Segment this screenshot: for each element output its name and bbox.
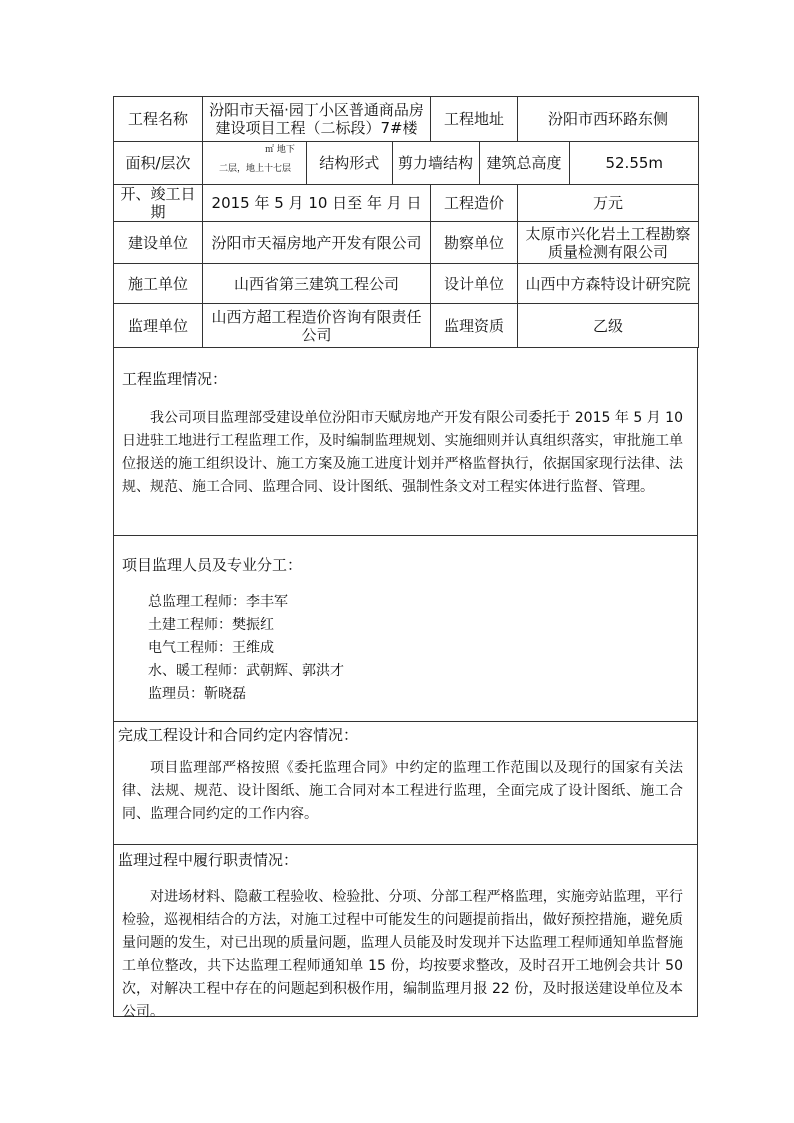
cost-label: 工程造价 (431, 185, 518, 222)
staff-list (122, 591, 683, 706)
completion-title: 完成工程设计和合同约定内容情况： (118, 726, 359, 744)
building-height-label: 建筑总高度 (479, 142, 569, 184)
structure-subtable (307, 142, 699, 184)
project-address-label: 工程地址 (431, 97, 518, 142)
completion-text: 项目监理部严格按照《委托监理合同》中约定的监理工作范围以及现行的国家有关法律、法规、规范、设计图纸、施工合同对本工程进行监理，全面完成了设计图纸、施工合同、监理合同约定的工作内容。 (122, 760, 683, 822)
qualification-label: 监理资质 (431, 304, 518, 348)
row-owner-survey (114, 222, 699, 264)
design-value: 山西中方森特设计研究院 (518, 264, 699, 304)
row-dates-cost (114, 185, 699, 222)
qualification-value: 乙级 (518, 304, 699, 348)
supervisor-label: 监理单位 (114, 304, 203, 348)
row-contractor-design (114, 264, 699, 304)
design-label: 设计单位 (431, 264, 518, 304)
area-floors-label: 面积/层次 (114, 142, 203, 185)
report-sheet (113, 96, 698, 1020)
contractor-value: 山西省第三建筑工程公司 (203, 264, 431, 304)
duties-text: 对进场材料、隐蔽工程验收、检验批、分项、分部工程严格监理，实施旁站监理，平行检验，巡视相结合的方法，对施工过程中可能发生的问题提前指出，做好预控措施，避免质量问题的发生，对已出现的质量问题，监理人员能及时发现并下达监理工程师通知单监督施工单位整改，共下达监理工程师通知单 15 份，均按要求整改，及时召开工地例会共计 50 次，对解决工程中存在的问题起到积极作用，编制监理月报 22 份，及时报送建设单位及本公司。 (122, 889, 683, 1020)
section-staff (113, 536, 698, 722)
area-floors-line2: 二层，地上十七层 (219, 164, 292, 174)
section-completion (113, 722, 698, 845)
row-area-structure (114, 142, 699, 185)
survey-label: 勘察单位 (431, 222, 518, 264)
staff-title: 项目监理人员及专业分工： (122, 556, 303, 574)
row-project-name (114, 97, 699, 142)
section-supervision-situation (113, 348, 698, 536)
dates-label: 开、竣工日期 (114, 185, 203, 222)
supervision-situation-text: 我公司项目监理部受建设单位汾阳市天赋房地产开发有限公司委托于 2015 年 5 月 10 日进驻工地进行工程监理工作，及时编制监理规划、实施细则并认真组织落实，审批施工单位报送的施工组织设计、施工方案及施工进度计划并严格监督执行，依据国家现行法律、法规、规范、施工合同、监理合同、设计图纸、强制性条文对工程实体进行监督、管理。 (122, 410, 683, 495)
area-floors-line1: ㎡ 地下 (265, 145, 295, 155)
dates-value: 2015 年 5 月 10 日至 年 月 日 (203, 185, 431, 222)
staff-item: 监理员：靳晓磊 (148, 686, 246, 702)
contractor-label: 施工单位 (114, 264, 203, 304)
supervision-situation-title: 工程监理情况： (122, 370, 228, 388)
project-info-table (113, 96, 699, 348)
survey-value: 太原市兴化岩土工程勘察质量检测有限公司 (518, 222, 699, 264)
duties-title: 监理过程中履行职责情况： (118, 851, 299, 869)
project-name-value: 汾阳市天福·园丁小区普通商品房建设项目工程（二标段）7#楼 (203, 97, 431, 142)
cost-value: 万元 (518, 185, 699, 222)
structure-type-value: 剪力墙结构 (392, 142, 479, 184)
staff-item: 水、暖工程师：武朝辉、郭洪才 (148, 663, 344, 679)
supervisor-value: 山西方超工程造价咨询有限责任公司 (203, 304, 431, 348)
structure-type-label: 结构形式 (307, 142, 392, 184)
owner-value: 汾阳市天福房地产开发有限公司 (203, 222, 431, 264)
staff-item: 电气工程师：王维成 (148, 640, 274, 656)
building-height-value: 52.55m (605, 154, 664, 172)
project-address-value: 汾阳市西环路东侧 (518, 97, 699, 142)
staff-item: 土建工程师：樊振红 (148, 617, 274, 633)
staff-item: 总监理工程师：李丰军 (148, 594, 288, 610)
row-supervisor-qualification (114, 304, 699, 348)
project-name-label: 工程名称 (114, 97, 203, 142)
owner-label: 建设单位 (114, 222, 203, 264)
section-duties (113, 845, 698, 1020)
area-floors-value (203, 142, 307, 185)
